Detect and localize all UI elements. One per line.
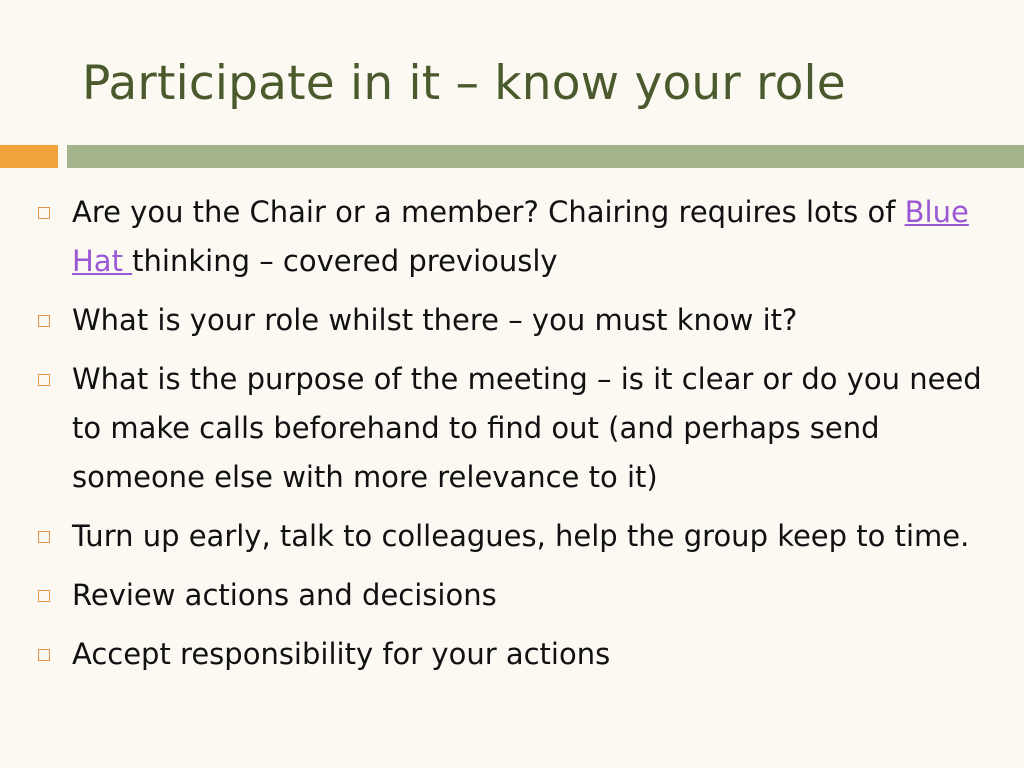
- bullet-item: [0, 630, 1024, 679]
- hollow-square-bullet-icon: [38, 590, 50, 602]
- accent-bar-green: [67, 145, 1024, 168]
- bullet-text: Are you the Chair or a member? Chairing requires lots of: [72, 195, 905, 229]
- hollow-square-bullet-icon: [38, 207, 50, 219]
- slide-title: Participate in it – know your role: [82, 56, 846, 111]
- bullet-text: What is the purpose of the meeting – is it clear or do you need to make calls beforehand to find out (and perhaps send someone else with more relevance to it): [72, 362, 982, 494]
- bullet-item: [0, 512, 1024, 561]
- hollow-square-bullet-icon: [38, 649, 50, 661]
- bullet-text: Accept responsibility for your actions: [72, 637, 611, 671]
- hollow-square-bullet-icon: [38, 315, 50, 327]
- hollow-square-bullet-icon: [38, 374, 50, 386]
- bullet-item: [0, 571, 1024, 620]
- bullet-text: Turn up early, talk to colleagues, help the group keep to time.: [72, 519, 970, 553]
- blue-hat-link[interactable]: Blue Hat: [72, 195, 969, 278]
- bullet-text: thinking – covered previously: [132, 244, 558, 278]
- bullet-list: [0, 188, 1024, 679]
- bullet-text: Review actions and decisions: [72, 578, 497, 612]
- slide-content: [0, 188, 1024, 689]
- bullet-text: What is your role whilst there – you must know it?: [72, 303, 798, 337]
- accent-bar-orange: [0, 145, 58, 168]
- bullet-item: [0, 188, 1024, 286]
- bullet-item: [0, 296, 1024, 345]
- bullet-item: [0, 355, 1024, 502]
- hollow-square-bullet-icon: [38, 531, 50, 543]
